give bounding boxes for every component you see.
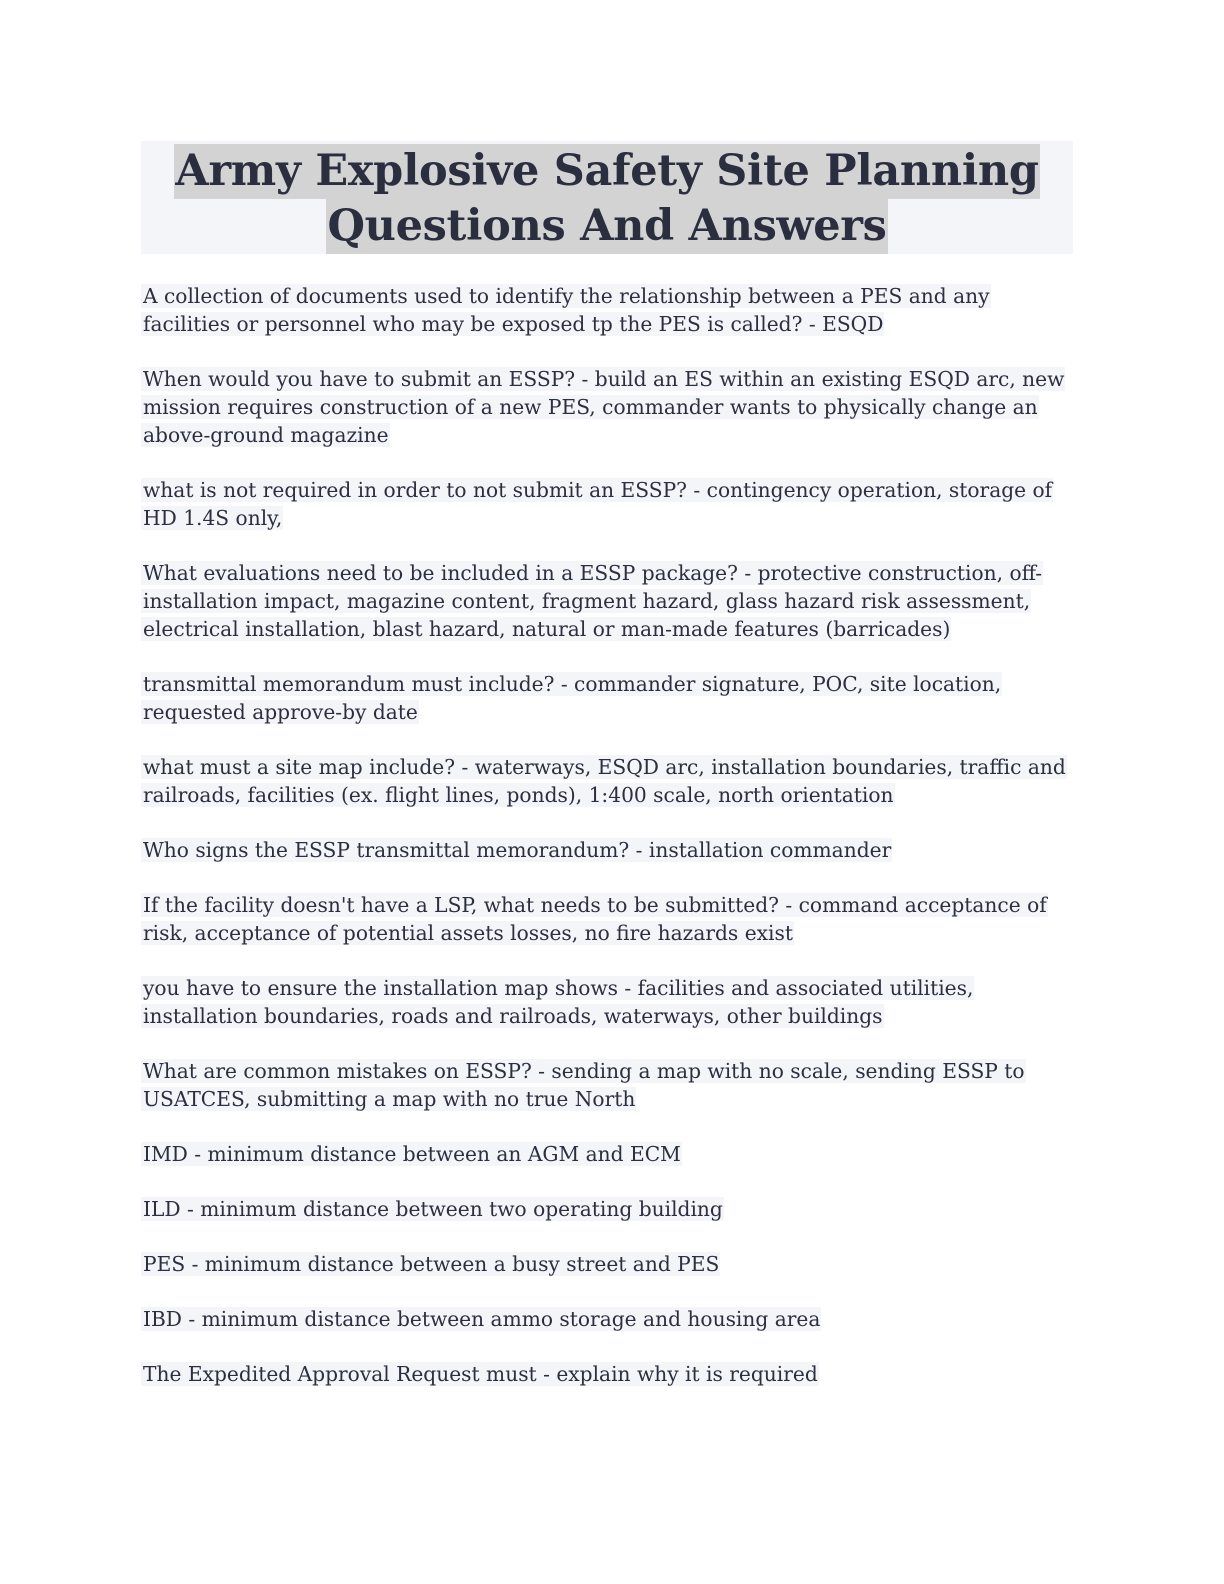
qa-item (141, 836, 1073, 864)
qa-text: what is not required in order to not submit an ESSP? - contingency operation, storage of HD 1.4S only, (143, 478, 1053, 530)
qa-text: what must a site map include? - waterways, ESQD arc, installation boundaries, traffic and railroads, facilities (ex. flight lines, ponds), 1:400 scale, north orientation (143, 755, 1066, 807)
qa-text: PES - minimum distance between a busy street and PES (143, 1252, 720, 1276)
qa-item (141, 559, 1073, 643)
qa-text: transmittal memorandum must include? - commander signature, POC, site location, requested approve-by date (143, 672, 1002, 724)
title-block (141, 141, 1073, 254)
qa-item (141, 282, 1073, 338)
qa-item (141, 476, 1073, 532)
qa-text: IMD - minimum distance between an AGM and ECM (143, 1142, 681, 1166)
qa-item (141, 974, 1073, 1030)
qa-text: If the facility doesn't have a LSP, what needs to be submitted? - command acceptance of risk, acceptance of potential assets losses, no fire hazards exist (143, 893, 1047, 945)
qa-item (141, 1057, 1073, 1113)
qa-item (141, 1140, 1073, 1168)
qa-text: What are common mistakes on ESSP? - sending a map with no scale, sending ESSP to USATCES, submitting a map with no true North (143, 1059, 1025, 1111)
qa-list (141, 282, 1073, 1388)
qa-item (141, 1360, 1073, 1388)
document-title-line-2: Questions And Answers (326, 199, 887, 254)
document-page (141, 141, 1073, 1415)
qa-item (141, 365, 1073, 449)
qa-text: ILD - minimum distance between two operating building (143, 1197, 723, 1221)
qa-text: What evaluations need to be included in a ESSP package? - protective construction, off-installation impact, magazine content, fragment hazard, glass hazard risk assessment, electrical installation, blast hazard, natural or man-made features (barricades) (143, 561, 1043, 641)
qa-item (141, 1250, 1073, 1278)
qa-text: IBD - minimum distance between ammo storage and housing area (143, 1307, 821, 1331)
qa-item (141, 1305, 1073, 1333)
document-title-line-1: Army Explosive Safety Site Planning (174, 144, 1039, 199)
qa-text: Who signs the ESSP transmittal memorandum? - installation commander (143, 838, 892, 862)
qa-text: A collection of documents used to identify the relationship between a PES and any facilities or personnel who may be exposed tp the PES is called? - ESQD (143, 284, 990, 336)
qa-text: When would you have to submit an ESSP? - build an ES within an existing ESQD arc, new mission requires construction of a new PES, commander wants to physically change an above-ground magazine (143, 367, 1065, 447)
qa-text: you have to ensure the installation map shows - facilities and associated utilities, installation boundaries, roads and railroads, waterways, other buildings (143, 976, 974, 1028)
qa-item (141, 670, 1073, 726)
qa-text: The Expedited Approval Request must - explain why it is required (143, 1362, 818, 1386)
qa-item (141, 891, 1073, 947)
qa-item (141, 1195, 1073, 1223)
qa-item (141, 753, 1073, 809)
